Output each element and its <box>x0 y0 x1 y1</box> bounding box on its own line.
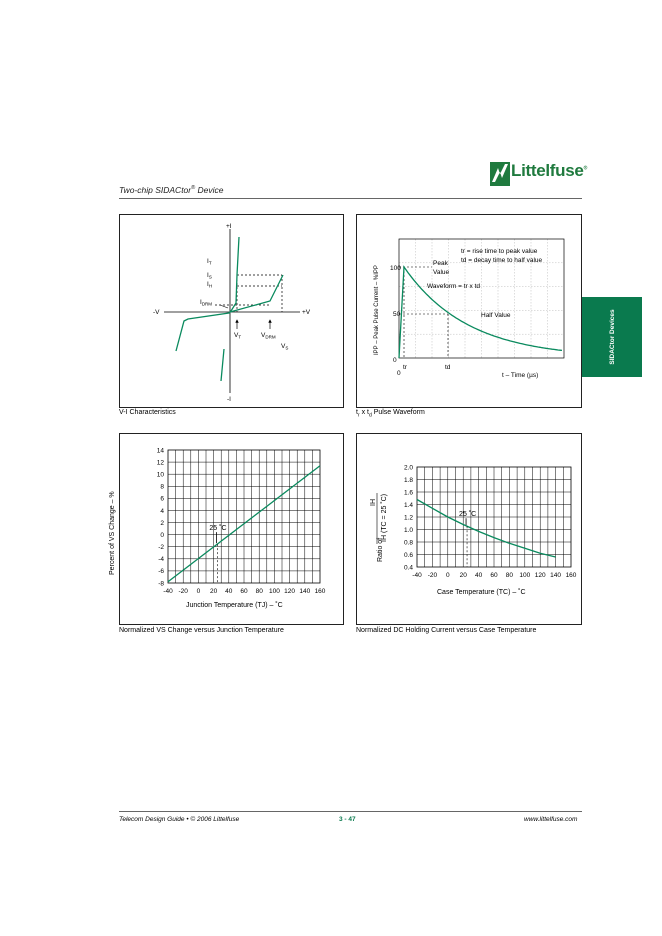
vs-ytick-label: 14 <box>156 447 164 455</box>
brand-name: Littelfuse <box>511 161 584 180</box>
ih-25c-annotation: 25 ˚C <box>459 511 477 519</box>
ih-xtick-label: -20 <box>427 572 438 579</box>
ih-xtick-label: 20 <box>459 572 467 579</box>
ih-xtick-label: 140 <box>550 572 562 579</box>
pulse-peak-label-1: Peak <box>433 260 448 267</box>
vs-xtick-label: 40 <box>225 588 233 595</box>
ih-ytick-label: 1.8 <box>403 476 413 484</box>
ih-ytick-label: 2.0 <box>403 464 413 472</box>
vi-label-it: $I_T$ <box>207 258 212 266</box>
vs-temperature-panel <box>109 433 344 625</box>
vs-caption: Normalized VS Change versus Junction Temperature <box>119 627 284 634</box>
pulse-caption: $t_r$ x $t_d$ Pulse Waveform <box>356 409 425 419</box>
pulse-ylabel: IPP – Peak Pulse Current – %IPP <box>374 265 380 355</box>
vs-25c-annotation: 25 ˚C <box>209 525 227 533</box>
vs-ytick-label: 8 <box>160 483 164 491</box>
vs-xtick-label: 100 <box>268 588 280 595</box>
vi-label-ih: $I_H$ <box>207 281 213 289</box>
vs-ytick-label: -2 <box>158 544 164 552</box>
littelfuse-logo-icon <box>489 160 511 188</box>
vi-label-is: $I_S$ <box>207 272 212 280</box>
vs-ylabel: Percent of VS Change – % <box>109 491 116 575</box>
footer-left: Telecom Design Guide • © 2006 Littelfuse <box>119 816 240 823</box>
vs-ytick-label: 4 <box>160 507 164 515</box>
vi-label-minus-v: -V <box>153 309 160 316</box>
ih-temperature-panel <box>356 433 582 625</box>
ih-xtick-label: 0 <box>445 572 450 579</box>
vi-curve-left <box>176 237 242 351</box>
vs-xtick-label: 80 <box>255 588 263 595</box>
vs-ytick-label: -4 <box>158 556 164 564</box>
vs-xtick-label: 60 <box>240 588 248 595</box>
vi-label-minus-i: -I <box>227 396 231 403</box>
ih-ytick-label: 0.6 <box>403 551 413 559</box>
pulse-half-value-label: Half Value <box>481 312 511 319</box>
pulse-xtick-tr: tr <box>403 364 407 371</box>
vi-curve-right <box>230 275 283 312</box>
vs-ytick-label: -6 <box>158 568 164 576</box>
ih-ytick-label: 1.4 <box>403 501 413 509</box>
ih-xtick-label: 60 <box>490 572 498 579</box>
section-side-tab <box>582 297 642 377</box>
ih-temperature-chart <box>357 434 581 624</box>
ih-xtick-label: 120 <box>534 572 546 579</box>
pulse-xtick-td: td <box>445 364 451 371</box>
ih-xtick-label: 80 <box>505 572 514 579</box>
pulse-waveform-chart <box>357 215 581 407</box>
vi-label-vt: $V_T$ <box>234 332 242 340</box>
ih-xtick-label: 160 <box>565 572 577 579</box>
vs-xtick-label: 0 <box>196 588 201 595</box>
header-rule <box>119 198 582 199</box>
vs-xtick-label: 160 <box>314 588 326 595</box>
ih-ytick-label: 1.6 <box>403 489 413 497</box>
ih-ylabel-denominator: IH (TC = 25 ˚C) <box>381 493 388 542</box>
footer-page-number: 3 - 47 <box>339 816 356 823</box>
brand-logo-text <box>511 161 587 181</box>
vi-label-plus-v: +V <box>302 309 311 316</box>
ih-ytick-label: 1.0 <box>403 526 413 534</box>
vi-caption: V-I Characteristics <box>119 409 176 416</box>
vi-label-plus-i: +I <box>226 223 232 230</box>
header-title-suffix: Device <box>195 185 224 195</box>
ih-ytick-label: 0.8 <box>403 539 413 547</box>
vs-xtick-label: 20 <box>209 588 218 595</box>
ih-caption: Normalized DC Holding Current versus Case Temperature <box>356 627 537 634</box>
pulse-waveform-panel <box>356 214 582 408</box>
page-header-title <box>119 185 224 195</box>
pulse-xtick-0: 0 <box>397 370 401 377</box>
vs-xtick-label: 140 <box>299 588 311 595</box>
header-title-text: Two-chip SIDACtor <box>119 185 192 195</box>
ih-ytick-label: 0.4 <box>403 564 413 572</box>
pulse-ytick-100: 100 <box>390 265 401 272</box>
vs-xlabel: Junction Temperature (TJ) – ˚C <box>186 602 283 609</box>
vi-label-vdrm: $V_{DRM}$ <box>261 332 276 340</box>
brand-registered-mark: ® <box>583 165 587 172</box>
vs-xtick-label: -20 <box>178 588 188 595</box>
pulse-ytick-0: 0 <box>393 357 397 364</box>
footer-url[interactable]: www.littelfuse.com <box>524 816 578 823</box>
footer-rule <box>119 811 582 812</box>
vi-label-vs: $V_S$ <box>281 343 289 351</box>
vs-xtick-label: -40 <box>163 588 173 595</box>
ih-xtick-label: 100 <box>519 572 531 579</box>
vs-ytick-label: 10 <box>156 471 164 479</box>
pulse-note-decay: td = decay time to half value <box>461 257 543 264</box>
ih-ylabel-ratio: Ratio of <box>377 537 384 562</box>
header-registered-mark: ® <box>191 185 196 192</box>
vi-label-idrm: $I_{DRM}$ <box>200 299 213 307</box>
pulse-ytick-50: 50 <box>393 311 401 318</box>
ih-ylabel-numerator: IH <box>370 499 377 506</box>
ih-xtick-label: 40 <box>474 572 483 579</box>
vs-ytick-label: 2 <box>160 519 164 527</box>
ih-ytick-label: 1.2 <box>403 514 413 522</box>
vs-temperature-chart <box>109 434 343 624</box>
vi-characteristics-diagram <box>120 215 343 407</box>
pulse-peak-label-2: Value <box>433 269 450 276</box>
ih-xtick-label: -40 <box>412 572 422 579</box>
pulse-waveform-label: Waveform = tr x td <box>427 283 481 290</box>
vs-ytick-label: 6 <box>160 495 164 503</box>
vs-ytick-label: 0 <box>160 531 164 539</box>
pulse-note-rise: tr = rise time to peak value <box>461 248 538 255</box>
vs-xtick-label: 120 <box>284 588 296 595</box>
vs-ytick-label: 12 <box>156 459 164 467</box>
pulse-xlabel: t – Time (µs) <box>502 372 539 379</box>
vi-curve-lower-branch <box>221 349 224 381</box>
vi-characteristics-panel <box>119 214 344 408</box>
side-tab-label: SIDACtor Devices <box>608 309 616 365</box>
ih-xlabel: Case Temperature (TC) – ˚C <box>437 589 526 596</box>
vs-ytick-label: -8 <box>158 580 164 588</box>
